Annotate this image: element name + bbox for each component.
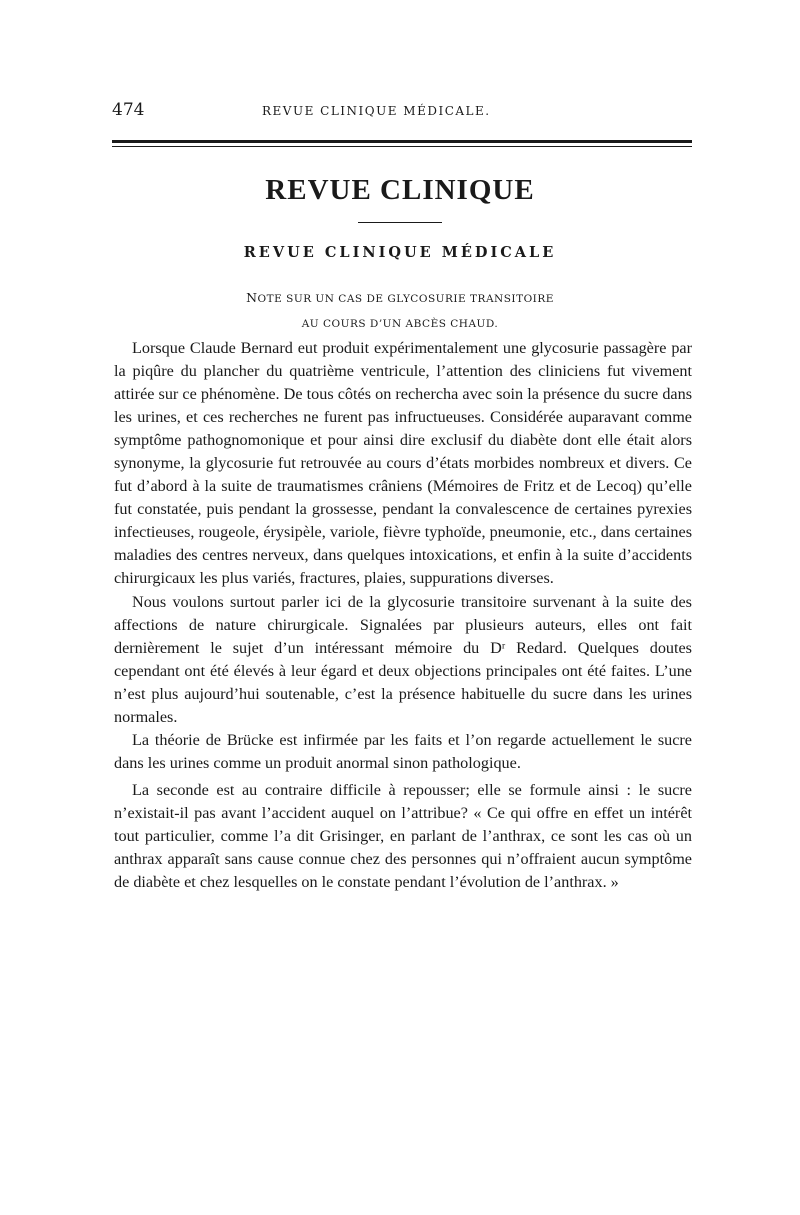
- paragraph: La seconde est au contraire difficile à repousser; elle se formule ainsi : le sucre n’existait-il pas avant l’accident auquel on l’attribue? « Ce qui offre en effet un intérêt tout particulier, comme l’a dit Grisinger, en parlant de l’anthrax, ce sont les cas où un anthrax apparaît sans cause connue chez des personnes qui n’offraient aucun symptôme de diabète et chez lesquelles on le constate pendant l’évolution de l’anthrax. »: [114, 780, 692, 892]
- article-title: [0, 285, 800, 337]
- article-title-line-1: [0, 285, 800, 312]
- article-body: [114, 337, 692, 894]
- article-title-initial: N: [246, 290, 258, 305]
- header-rule-thick: [112, 140, 692, 143]
- paragraph: La théorie de Brücke est infirmée par les faits et l’on regarde actuellement le sucre dans les urines comme un produit anormal sinon pathologique.: [114, 730, 692, 772]
- header-rule-thin: [112, 146, 692, 147]
- running-title: REVUE CLINIQUE MÉDICALE.: [262, 104, 491, 118]
- paragraph: Lorsque Claude Bernard eut produit expérimentalement une glycosurie passagère par la piqûre du plancher du quatrième ventricule, l’attention des cliniciens fut vivement attirée sur ce phénomène. De tous côtés on rechercha avec soin la présence du sucre dans les urines, et ces recherches ne furent pas infructueuses. Considérée auparavant comme symptôme pathognomonique et pour ainsi dire exclusif du diabète dont elle était alors synonyme, la glycosurie fut retrouvée au cours d’états morbides nombreux et divers. Ce fut d’abord à la suite de traumatismes crâniens (Mémoires de Fritz et de Lecoq) qu’elle fut constatée, puis pendant la grossesse, pendant la convalescence de certaines pyrexies infectieuses, rougeole, érysipèle, variole, fièvre typhoïde, pneumonie, etc., dans certaines maladies des centres nerveux, dans quelques intoxications, et enfin à la suite d’accidents chirurgicaux les plus variés, fractures, plaies, suppurations diverses.: [114, 339, 692, 588]
- section-title: REVUE CLINIQUE: [265, 174, 535, 206]
- subsection-title: REVUE CLINIQUE MÉDICALE: [243, 244, 557, 261]
- article-title-line-2: AU COURS D’UN ABCÈS CHAUD.: [301, 318, 499, 330]
- title-divider: [358, 222, 442, 223]
- paragraph: Nous voulons surtout parler ici de la glycosurie transitoire survenant à la suite des affections de nature chirurgicale. Signalées par plusieurs auteurs, elles ont fait dernièrement le sujet d’un intéressant mémoire du Dʳ Redard. Quelques doutes cependant ont été élevés à leur égard et deux objections principales ont été faites. L’une n’est plus aujourd’hui soutenable, c’est la présence habituelle du sucre dans les urines normales.: [114, 592, 692, 726]
- article-title-line-1-rest: OTE SUR UN CAS DE GLYCOSURIE TRANSITOIRE: [257, 293, 554, 305]
- running-header: [112, 100, 692, 124]
- page-number: 474: [112, 100, 145, 120]
